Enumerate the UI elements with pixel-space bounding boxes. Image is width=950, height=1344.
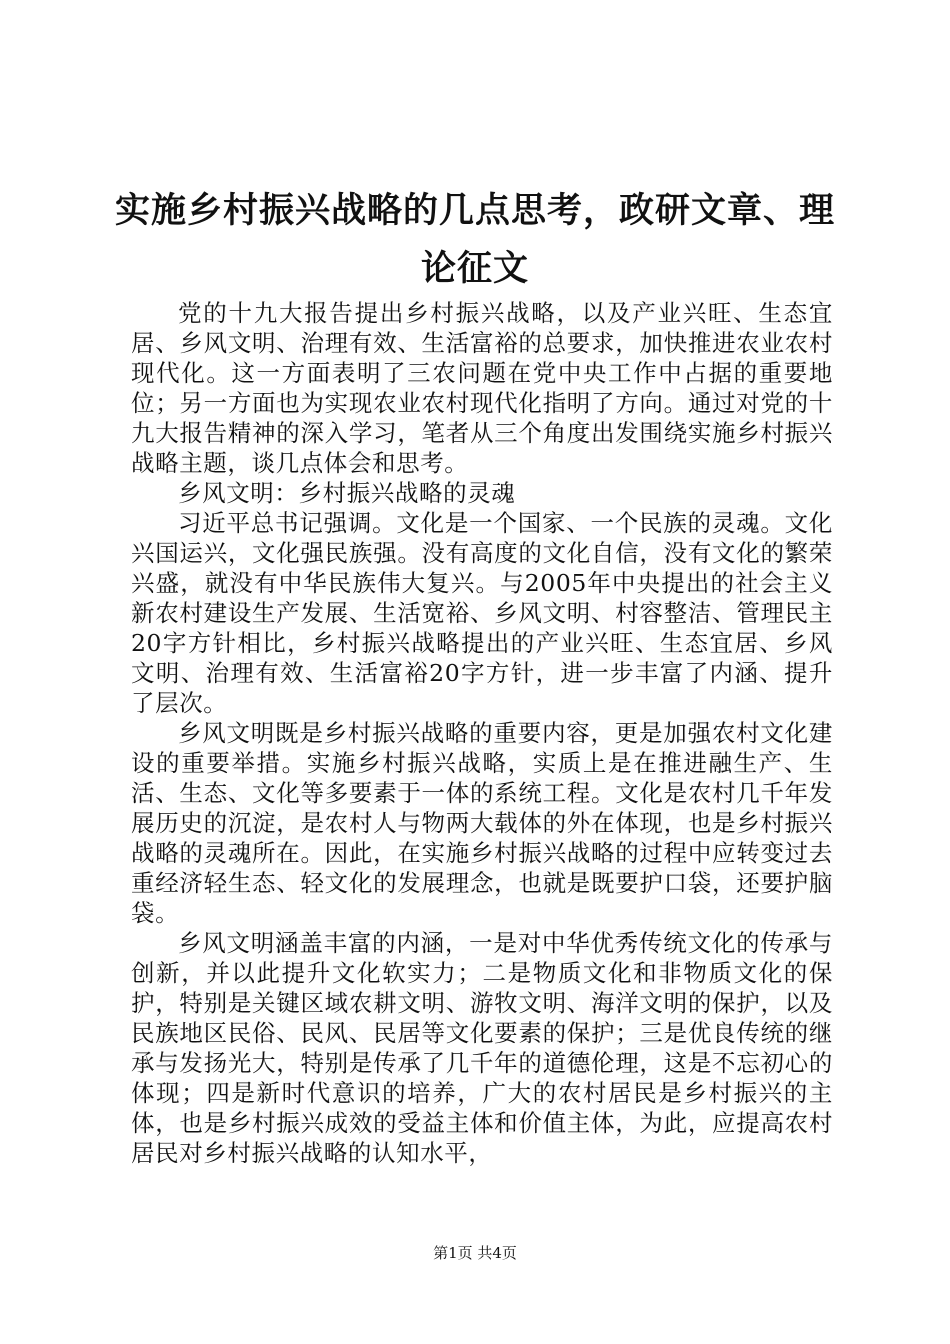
paragraph-importance: 乡风文明既是乡村振兴战略的重要内容，更是加强农村文化建设的重要举措。实施乡村振兴战略，实质上是在推进融生产、生活、生态、文化等多要素于一体的系统工程。文化是农村几千年发展历史的沉淀，是农村人与物两大载体的外在体现，也是乡村振兴战略的灵魂所在。因此，在实施乡村振兴战略的过程中应转变过去重经济轻生态、轻文化的发展理念，也就是既要护口袋，还要护脑袋。: [131, 719, 833, 927]
section-heading: 乡风文明：乡村振兴战略的灵魂: [178, 479, 516, 507]
document-title: 实施乡村振兴战略的几点思考，政研文章、理论征文: [114, 191, 835, 289]
page-footer: 第1页 共4页: [433, 1244, 517, 1262]
paragraph-intro: 党的十九大报告提出乡村振兴战略，以及产业兴旺、生态宜居、乡风文明、治理有效、生活富裕的总要求，加快推进农业农村现代化。这一方面表明了三农问题在党中央工作中占据的重要地位；另一方面也为实现农业农村现代化指明了方向。通过对党的十九大报告精神的深入学习，笔者从三个角度出发围绕实施乡村振兴战略主题，谈几点体会和思考。: [131, 299, 833, 477]
paragraph-connotation: 乡风文明涵盖丰富的内涵，一是对中华优秀传统文化的传承与创新，并以此提升文化软实力；二是物质文化和非物质文化的保护，特别是关键区域农耕文明、游牧文明、海洋文明的保护，以及民族地区民俗、民风、民居等文化要素的保护；三是优良传统的继承与发扬光大，特别是传承了几千年的道德伦理，这是不忘初心的体现；四是新时代意识的培养，广大的农村居民是乡村振兴的主体，也是乡村振兴成效的受益主体和价值主体，为此，应提高农村居民对乡村振兴战略的认知水平，: [131, 929, 833, 1167]
paragraph-culture: 习近平总书记强调。文化是一个国家、一个民族的灵魂。文化兴国运兴，文化强民族强。没有高度的文化自信，没有文化的繁荣兴盛，就没有中华民族伟大复兴。与2005年中央提出的社会主义新农村建设生产发展、生活宽裕、乡风文明、村容整洁、管理民主20字方针相比，乡村振兴战略提出的产业兴旺、生态宜居、乡风文明、治理有效、生活富裕20字方针，进一步丰富了内涵、提升了层次。: [131, 509, 833, 717]
document-body: [131, 298, 833, 1168]
